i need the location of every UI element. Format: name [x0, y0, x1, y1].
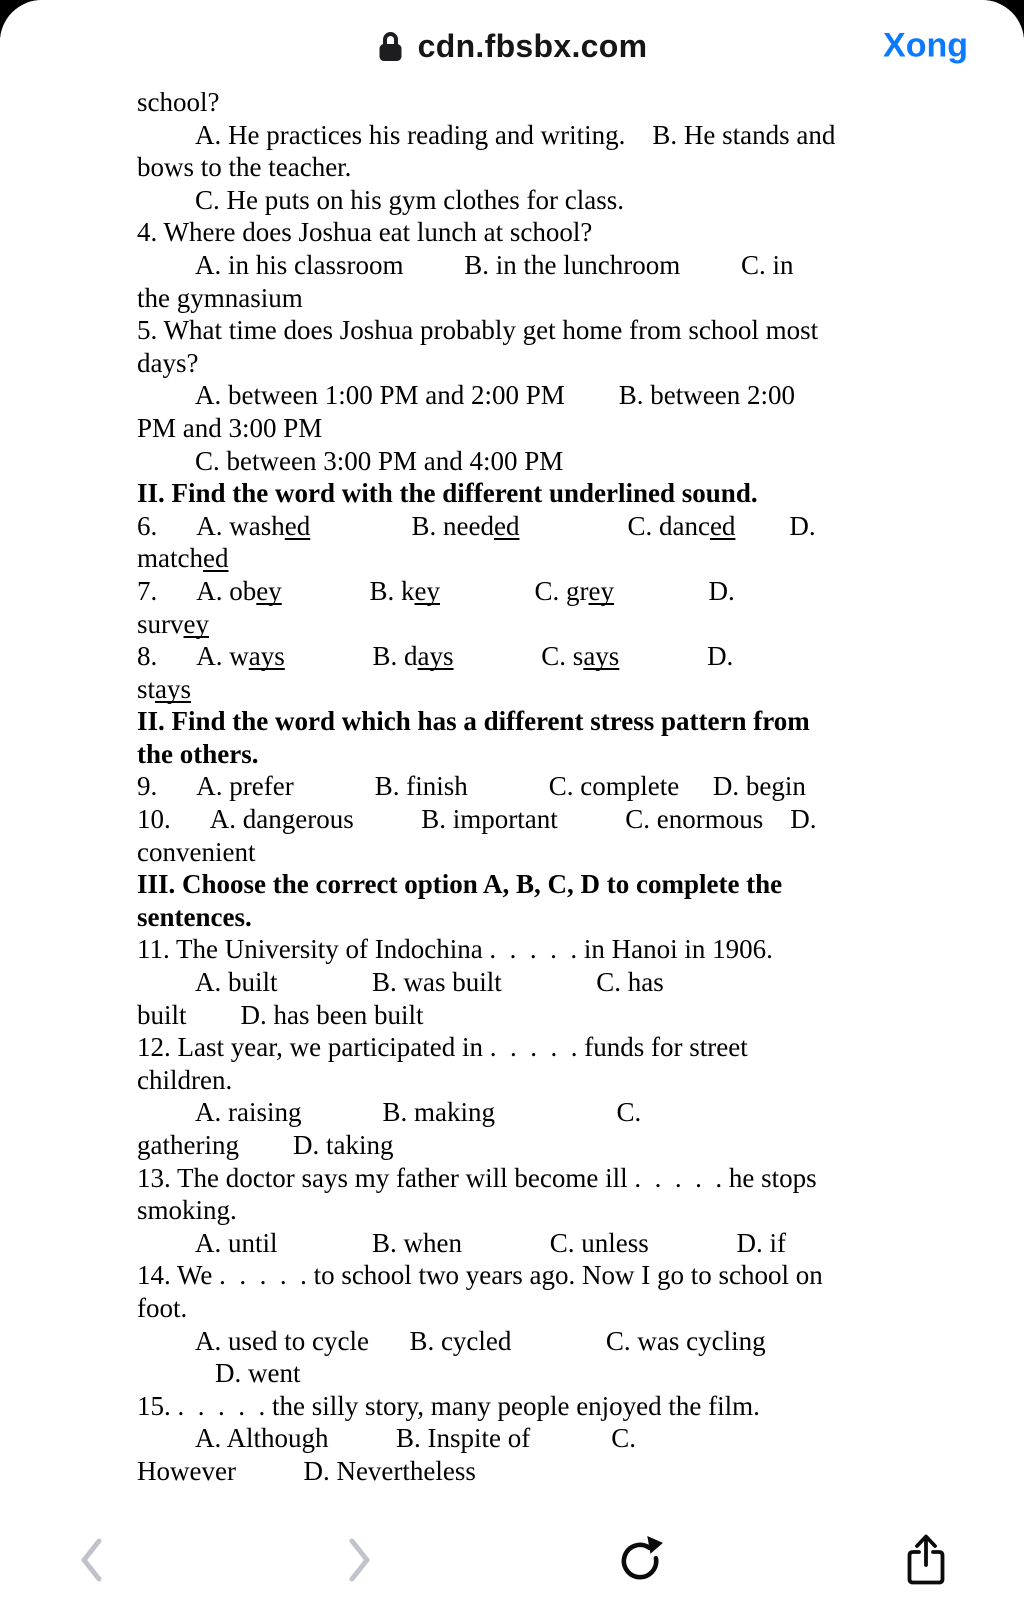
text-line: children. [137, 1064, 233, 1095]
text-line: built D. has been built [137, 999, 424, 1030]
text-line: 7. A. obey B. key C. grey D. [137, 575, 735, 606]
reload-button[interactable] [615, 1535, 665, 1585]
text-line: sentences. [137, 901, 252, 932]
text-line: D. went [215, 1358, 301, 1389]
text-line: 4. Where does Joshua eat lunch at school? [137, 217, 593, 248]
text-line: 12. Last year, we participated in . . . . . funds for street [137, 1032, 748, 1063]
text-line: matched [137, 543, 229, 574]
text-line: A. built B. was built C. has [195, 967, 664, 998]
text-line: 8. A. ways B. days C. says D. [137, 641, 734, 672]
text-line: survey [137, 608, 209, 639]
address-display [377, 28, 648, 65]
text-line: 14. We . . . . . to school two years ago. Now I go to school on [137, 1260, 823, 1291]
text-line: smoking. [137, 1195, 237, 1226]
text-line: the gymnasium [137, 282, 303, 313]
text-line: stays [137, 673, 192, 704]
share-button[interactable] [904, 1532, 948, 1588]
document-area[interactable] [0, 92, 1024, 1504]
text-line: However D. Nevertheless [137, 1455, 476, 1486]
back-button[interactable] [76, 1535, 106, 1585]
text-line: A. used to cycle B. cycled C. was cycling [195, 1325, 766, 1356]
text-line: 13. The doctor says my father will become ill . . . . . he stops [137, 1162, 817, 1193]
text-line: A. Although B. Inspite of C. [195, 1423, 637, 1454]
text-line: gathering D. taking [137, 1130, 394, 1160]
text-line: 5. What time does Joshua probably get home from school most [137, 315, 819, 346]
text-line: C. He puts on his gym clothes for class. [195, 184, 624, 215]
text-line: the others. [137, 738, 259, 769]
text-line: A. in his classroom B. in the lunchroom C. in [195, 249, 794, 280]
share-box-arrow-icon [904, 1532, 948, 1588]
text-line: II. Find the word which has a different stress pattern from [137, 706, 810, 737]
text-line: convenient [137, 836, 256, 867]
text-line: foot. [137, 1292, 188, 1323]
reload-circular-arrow-icon [615, 1535, 665, 1585]
text-line: 10. A. dangerous B. important C. enormous D. [137, 804, 817, 835]
url-text: cdn.fbsbx.com [417, 27, 648, 64]
browser-toolbar [0, 1504, 1024, 1616]
forward-button[interactable] [345, 1535, 375, 1585]
done-button[interactable]: Xong [883, 26, 968, 65]
text-line: C. between 3:00 PM and 4:00 PM [195, 445, 564, 476]
text-line: 11. The University of Indochina . . . . . in Hanoi in 1906. [137, 934, 773, 965]
chevron-left-icon [76, 1535, 106, 1585]
text-line: III. Choose the correct option A, B, C, D to complete the [137, 869, 783, 900]
document-lines [137, 92, 916, 1488]
text-line: school? [137, 92, 220, 117]
text-line: 15. . . . . . the silly story, many people enjoyed the film. [137, 1390, 760, 1421]
text-line: PM and 3:00 PM [137, 412, 323, 443]
browser-header [0, 0, 1024, 92]
text-line: bows to the teacher. [137, 152, 352, 183]
text-line: A. raising B. making C. [195, 1097, 642, 1128]
text-line: 6. A. washed B. needed C. danced D. [137, 510, 816, 541]
text-line: 9. A. prefer B. finish C. complete D. begin [137, 771, 806, 802]
text-line: A. between 1:00 PM and 2:00 PM B. between 2:00 [195, 380, 795, 411]
text-line: A. until B. when C. unless D. if [195, 1227, 786, 1258]
text-line: II. Find the word with the different underlined sound. [137, 478, 758, 509]
chevron-right-icon [345, 1535, 375, 1585]
lock-icon [377, 30, 404, 63]
text-line: days? [137, 347, 199, 378]
text-line: A. He practices his reading and writing. B. He stands and [195, 119, 836, 150]
